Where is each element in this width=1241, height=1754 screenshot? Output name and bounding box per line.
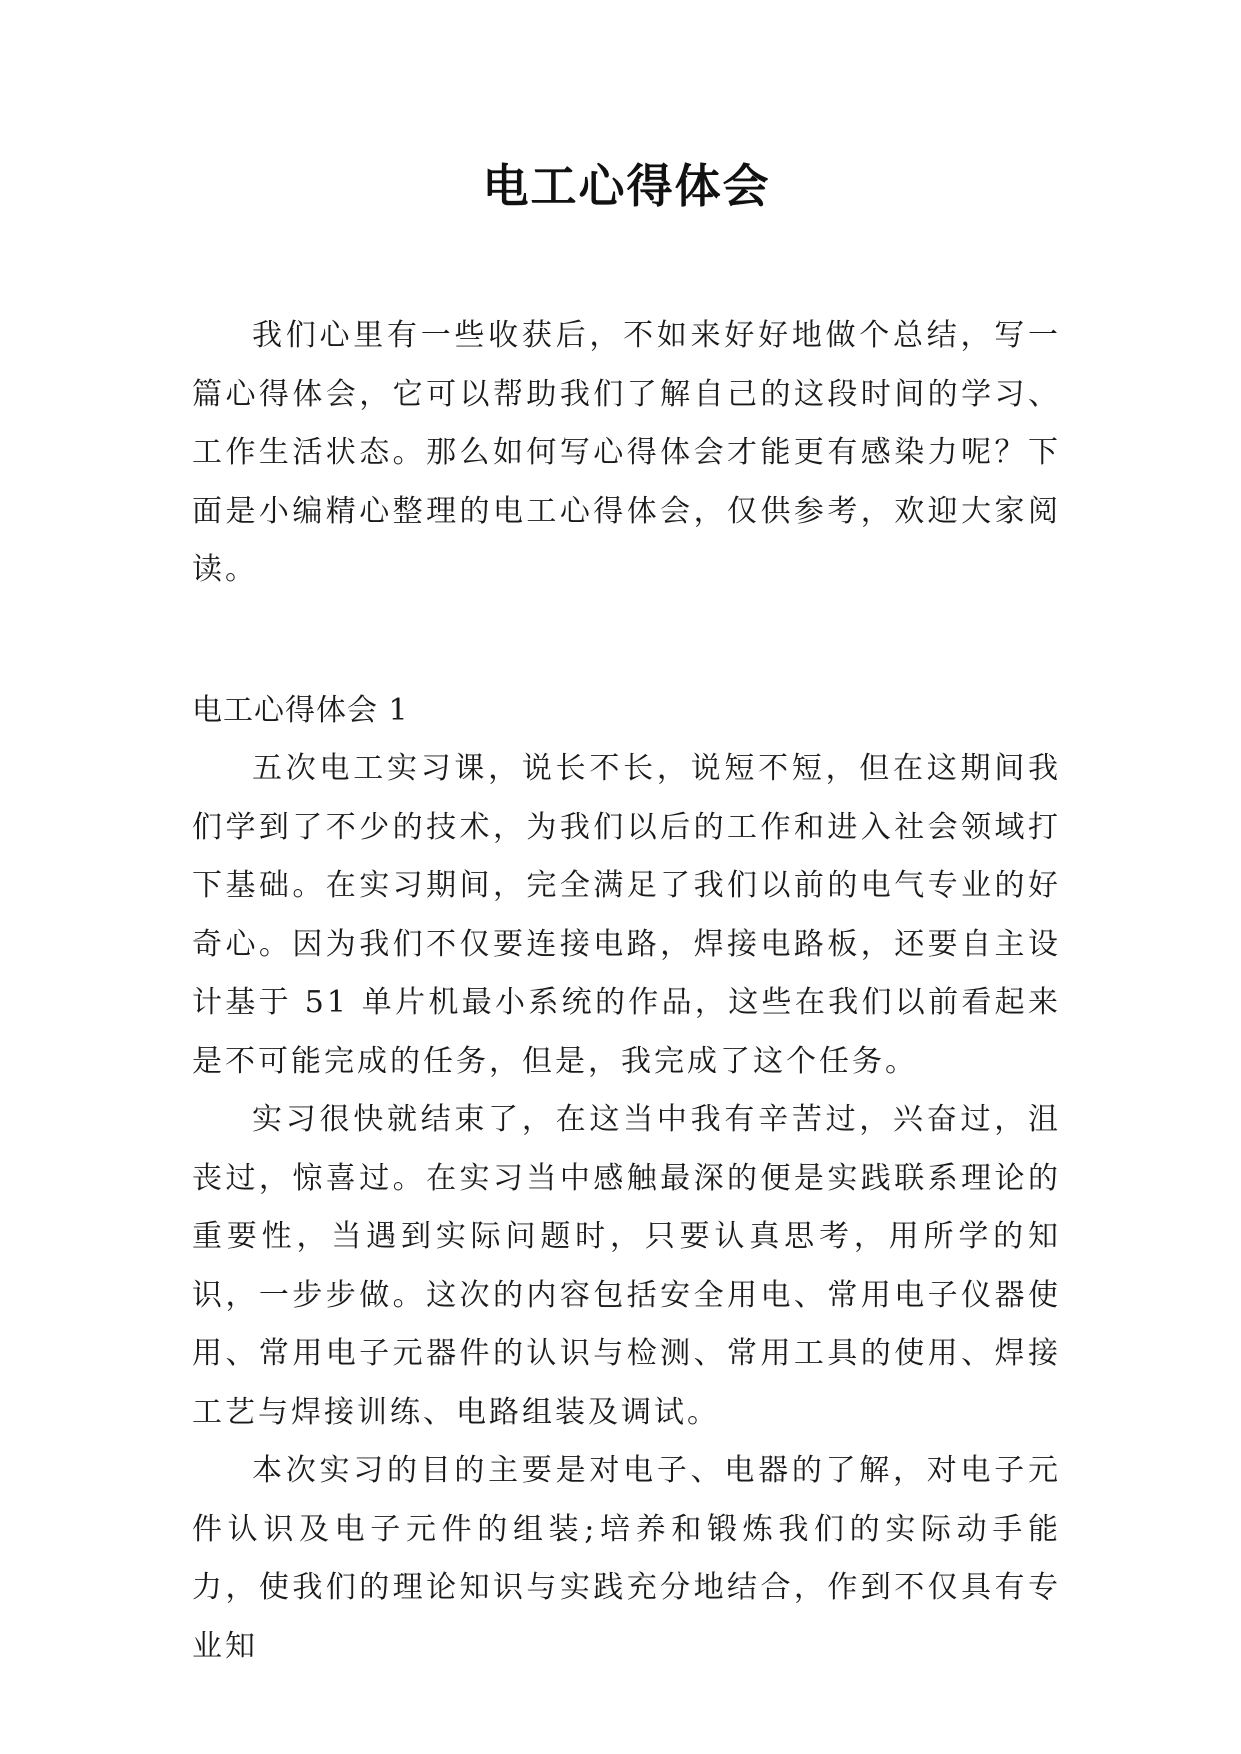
body-paragraph-2: 实习很快就结束了，在这当中我有辛苦过，兴奋过，沮丧过，惊喜过。在实习当中感触最深的便是实践联系理论的重要性，当遇到实际问题时，只要认真思考，用所学的知识，一步步做。这次的内容包括安全用电、常用电子仪器使用、常用电子元器件的认识与检测、常用工具的使用、焊接工艺与焊接训练、电路组装及调试。 [192, 1102, 1061, 1430]
body-paragraph-3: 本次实习的目的主要是对电子、电器的了解，对电子元件认识及电子元件的组装;培养和锻炼我们的实际动手能力，使我们的理论知识与实践充分地结合，作到不仅具有专业知 [192, 1453, 1061, 1664]
document-title: 电工心得体会 [482, 159, 771, 213]
section-1 [192, 682, 1061, 1677]
body-paragraph-1: 五次电工实习课，说长不长，说短不短，但在这期间我们学到了不少的技术，为我们以后的工作和进入社会领域打下基础。在实习期间，完全满足了我们以前的电气专业的好奇心。因为我们不仅要连接电路，焊接电路板，还要自主设计基于 51 单片机最小系统的作品，这些在我们以前看起来是不可能完成的任务，但是，我完成了这个任务。 [192, 751, 1061, 1079]
section-heading: 电工心得体会 1 [192, 692, 409, 728]
intro-paragraph: 我们心里有一些收获后，不如来好好地做个总结，写一篇心得体会，它可以帮助我们了解自己的这段时间的学习、工作生活状态。那么如何写心得体会才能更有感染力呢？下面是小编精心整理的电工心得体会，仅供参考，欢迎大家阅读。 [192, 318, 1061, 587]
